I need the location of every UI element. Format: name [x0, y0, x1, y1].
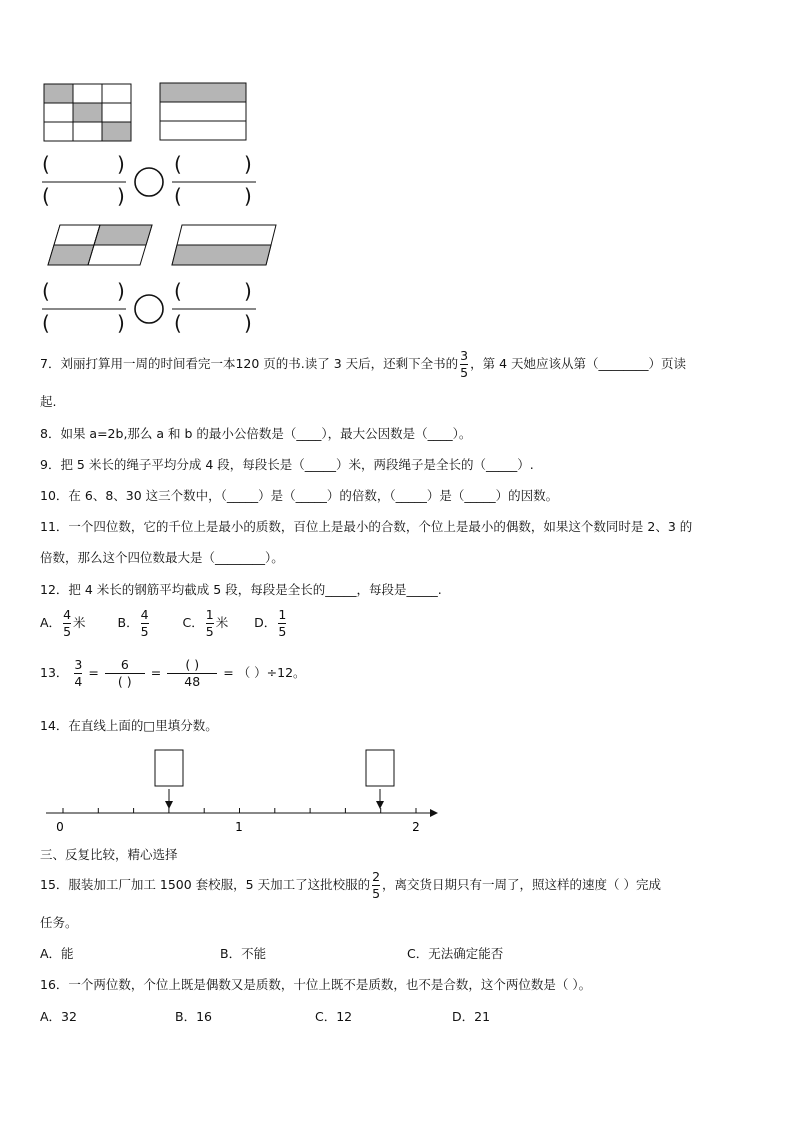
compare-row-1	[42, 168, 256, 196]
question-11-line-1: 11．一个四位数，它的千位上是最小的质数，百位上是最小的合数，个位上是最小的偶数，如果这个数同时是 2、3 的	[40, 519, 693, 534]
strip-figure	[160, 83, 246, 140]
option-c[interactable]: C．12	[315, 1009, 353, 1024]
question-15: 15．服装加工厂加工 1500 套校服，5 天加工了这批校服的 $\frac{2}{5}$ ，离交货日期只有一周了，照这样的速度（ ）完成	[40, 869, 662, 901]
question-16: 16．一个两位数，个位上既是偶数又是质数，十位上既不是质数，也不是合数，这个两位数是（ ）。	[40, 977, 592, 992]
question-15-cont: 任务。	[40, 915, 78, 930]
option-b[interactable]: B．16	[175, 1009, 212, 1024]
question-7-cont: 起.	[40, 394, 57, 409]
question-10: 10．在 6、8、30 这三个数中，（_____）是（_____）的倍数，（_____）是（_____）的因数。	[40, 488, 559, 503]
compare-row-2	[42, 295, 256, 323]
option-d[interactable]: D． $\frac{1}{5}$	[254, 607, 287, 639]
question-7: 7．刘丽打算用一周的时间看完一本120 页的书.读了 3 天后，还剩下全书的 $\frac{3}{5}$ ，第 4 天她应该从第（________）页读	[40, 348, 687, 380]
question-12-options	[40, 608, 288, 639]
option-a[interactable]: A． $\frac{4}{5}$ 米	[40, 607, 86, 639]
parallelogram-figure-2	[172, 225, 276, 265]
fraction-figures	[38, 78, 288, 343]
tick-label: 0	[56, 820, 64, 834]
section-heading: 三、反复比较，精心选择	[40, 847, 178, 862]
option-c[interactable]: C．无法确定能否	[407, 946, 504, 961]
number-line	[40, 745, 440, 835]
grid-figure	[44, 84, 131, 141]
tick-label: 2	[412, 820, 420, 834]
question-12: 12．把 4 米长的钢筋平均截成 5 段，每段是全长的_____，每段是_____.	[40, 582, 442, 597]
option-b[interactable]: B． $\frac{4}{5}$	[117, 607, 149, 639]
option-a[interactable]: A．32	[40, 1009, 77, 1024]
option-c[interactable]: C． $\frac{1}{5}$ 米	[182, 607, 229, 639]
question-9: 9．把 5 米长的绳子平均分成 4 段，每段长是（_____）米，两段绳子是全长的（_____）.	[40, 457, 534, 472]
fraction: $\frac{3}{5}$	[460, 348, 469, 380]
option-b[interactable]: B．不能	[220, 946, 267, 961]
question-11-line-2: 倍数，那么这个四位数最大是（________）。	[40, 550, 284, 565]
answer-box-2[interactable]	[366, 750, 394, 786]
question-8: 8．如果 a=2b,那么 a 和 b 的最小公倍数是（____），最大公因数是（____）。	[40, 426, 472, 441]
tick-label: 1	[235, 820, 243, 834]
question-14: 14．在直线上面的□里填分数。	[40, 718, 218, 733]
parallelogram-figure-1	[48, 225, 152, 265]
option-a[interactable]: A．能	[40, 946, 74, 961]
question-13: 13． $\frac{3}{4}$ = $\frac{6}{( )}$ = $\frac{( )}{48}$ = （ ）÷12。	[40, 657, 306, 689]
option-d[interactable]: D．21	[452, 1009, 491, 1024]
answer-box-1[interactable]	[155, 750, 183, 786]
